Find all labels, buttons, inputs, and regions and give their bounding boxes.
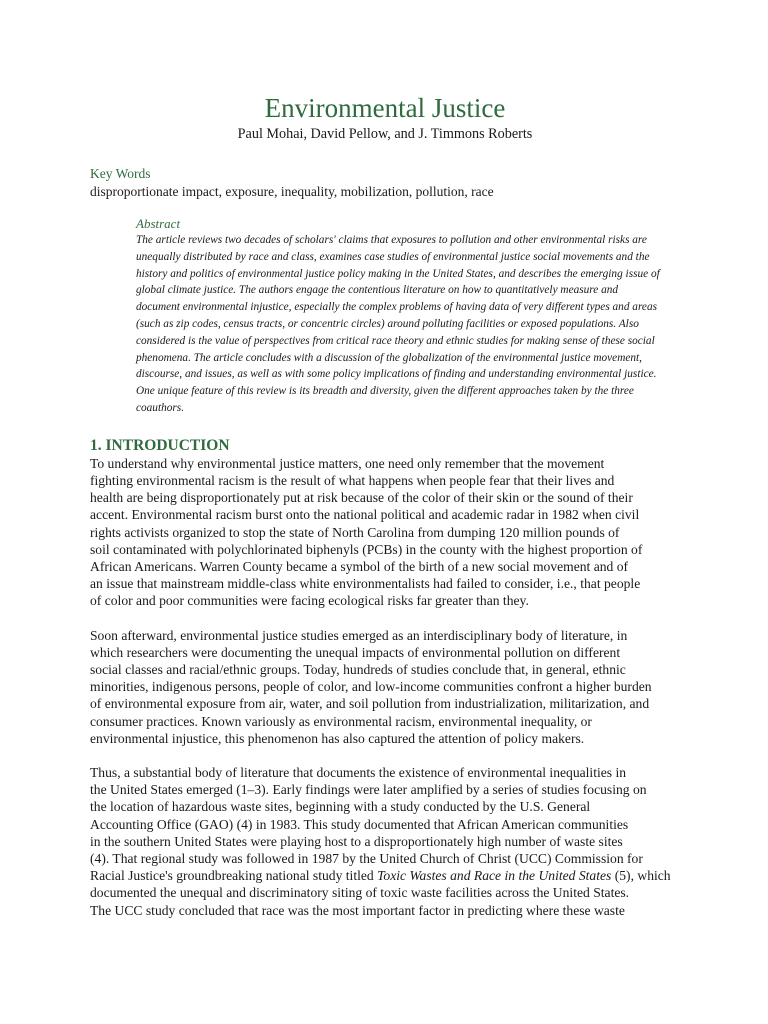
body-line: health are being disproportionately put at risk because of the color of their skin or the sound of their	[90, 490, 633, 506]
body-line: consumer practices. Known variously as environmental racism, environmental inequality, or	[90, 713, 592, 729]
abstract-line: coauthors.	[136, 401, 185, 414]
body-line: fighting environmental racism is the result of what happens when people fear that their lives and	[90, 472, 615, 488]
body-line: social classes and racial/ethnic groups. Today, hundreds of studies conclude that, in general, ethnic	[90, 662, 626, 677]
body-line: environmental injustice, this phenomenon has also captured the attention of policy makers.	[90, 730, 585, 746]
body-line: which researchers were documenting the unequal impacts of environmental pollution on different	[90, 644, 621, 660]
body-paragraph-2	[90, 627, 680, 747]
body-line: of color and poor communities were facing ecological risks far greater than they.	[90, 593, 529, 609]
body-paragraph-1	[90, 455, 680, 610]
section-heading-introduction: 1. INTRODUCTION	[90, 436, 230, 454]
body-line: the location of hazardous waste sites, beginning with a study conducted by the U.S. General	[90, 799, 591, 815]
keywords-heading: Key Words	[90, 166, 151, 181]
abstract-line: discourse, and issues, as well as with some policy implications of finding and understanding environmental justice.	[136, 368, 657, 381]
keywords-text: disproportionate impact, exposure, inequality, mobilization, pollution, race	[90, 184, 494, 199]
body-line: the United States emerged (1–3). Early findings were later amplified by a series of studies focusing on	[90, 782, 647, 798]
body-line: documented the unequal and discriminatory siting of toxic waste facilities across the United States.	[90, 885, 630, 901]
body-line: of environmental exposure from air, water, and soil pollution from industrialization, militarization, and	[90, 696, 650, 712]
abstract-line: (such as zip codes, census tracts, or concentric circles) around polluting facilities or exposed populations. Also	[136, 317, 639, 330]
abstract-line: The article reviews two decades of scholars' claims that exposures to pollution and other environmental risks are	[136, 234, 647, 246]
body-line: (4). That regional study was followed in 1987 by the United Church of Christ (UCC) Commission for	[90, 851, 643, 867]
abstract-line: One unique feature of this review is its breadth and diversity, given the different approaches taken by the three	[136, 385, 634, 398]
paper-page	[90, 92, 680, 919]
body-line: rights activists organized to stop the state of North Carolina from dumping 120 million pounds of	[90, 524, 620, 540]
abstract-line: considered is the value of perspectives from critical race theory and ethnic studies for making sense of these social	[136, 334, 655, 347]
abstract-line: phenomena. The article concludes with a discussion of the globalization of the environmental justice movement,	[136, 351, 642, 364]
paper-title: Environmental Justice	[264, 93, 506, 123]
abstract-line: history and politics of environmental justice policy making in the United States, and describes the emerging issue of	[136, 267, 660, 280]
body-line: Thus, a substantial body of literature that documents the existence of environmental inequalities in	[90, 765, 627, 781]
body-line: The UCC study concluded that race was the most important factor in predicting where these waste	[90, 902, 625, 918]
body-line-with-citation	[90, 867, 680, 884]
body-paragraph-3	[90, 764, 680, 919]
body-line: an issue that mainstream middle-class white environmentalists had failed to consider, i.e., that people	[90, 576, 641, 592]
cited-study-title: Toxic Wastes and Race in the United States	[377, 868, 612, 884]
body-line: Accounting Office (GAO) (4) in 1983. This study documented that African American communities	[90, 816, 629, 832]
body-line: accent. Environmental racism burst onto the national political and academic radar in 1982 when civil	[90, 507, 640, 523]
body-line: minorities, indigenous persons, people of color, and low-income communities confront a higher burden	[90, 679, 652, 695]
body-text-segment: Racial Justice's groundbreaking national study titled	[90, 868, 378, 884]
body-line: Soon afterward, environmental justice studies emerged as an interdisciplinary body of literature, in	[90, 627, 628, 643]
body-line: To understand why environmental justice matters, one need only remember that the movement	[90, 455, 605, 471]
abstract-line: document environmental injustice, especially the complex problems of having data of very different types and areas	[136, 301, 657, 314]
abstract-line: global climate justice. The authors engage the contentious literature on how to quantitatively measure and	[136, 284, 619, 297]
abstract-line: unequally distributed by race and class, examines case studies of environmental justice social movements and the	[136, 250, 650, 263]
body-text-segment: (5), which	[611, 868, 671, 884]
body-line: African Americans. Warren County became a symbol of the birth of a new social movement and of	[90, 558, 629, 574]
abstract-block	[136, 216, 682, 417]
abstract-heading: Abstract	[136, 216, 181, 231]
paper-authors: Paul Mohai, David Pellow, and J. Timmons Roberts	[237, 126, 533, 142]
body-line: in the southern United States were playing host to a disproportionately high number of waste sites	[90, 833, 623, 849]
body-line: soil contaminated with polychlorinated biphenyls (PCBs) in the county with the highest proportion of	[90, 541, 643, 557]
